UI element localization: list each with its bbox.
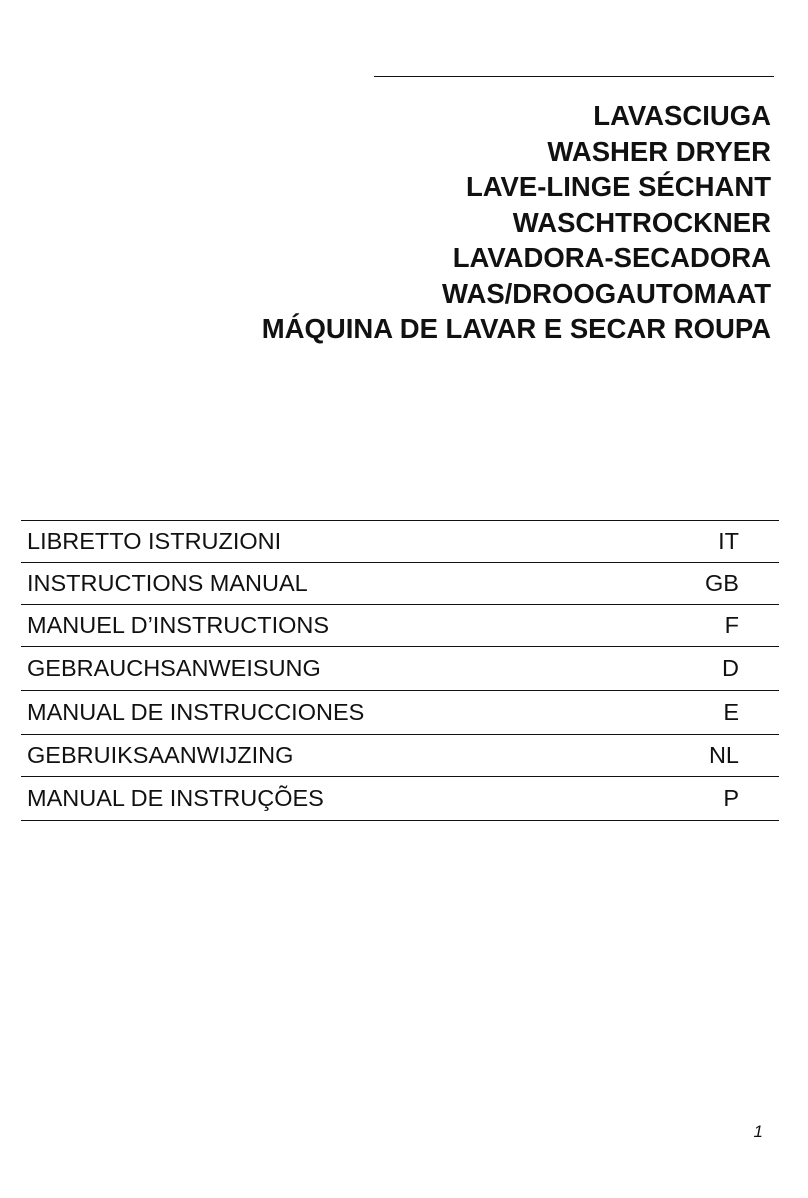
manual-title: LIBRETTO ISTRUZIONI <box>21 521 633 563</box>
top-divider <box>374 76 774 77</box>
table-row <box>21 777 779 821</box>
language-code: NL <box>633 735 779 777</box>
manual-title: GEBRAUCHSANWEISUNG <box>21 647 633 691</box>
product-title-d: WASCHTROCKNER <box>512 206 771 238</box>
language-code: F <box>633 605 779 647</box>
table-row <box>21 521 779 563</box>
manual-title: MANUAL DE INSTRUCCIONES <box>21 691 633 735</box>
product-title-gb: WASHER DRYER <box>547 135 771 167</box>
manual-title: GEBRUIKSAANWIJZING <box>21 735 633 777</box>
product-title-e: LAVADORA-SECADORA <box>452 242 771 273</box>
language-code: D <box>633 647 779 691</box>
language-code: E <box>633 691 779 735</box>
manual-title: MANUAL DE INSTRUÇÕES <box>21 777 633 821</box>
table-row <box>21 647 779 691</box>
table-row <box>21 563 779 605</box>
language-code: P <box>633 777 779 821</box>
table-row <box>21 735 779 777</box>
manual-title: INSTRUCTIONS MANUAL <box>21 563 633 605</box>
manual-title: MANUEL D’INSTRUCTIONS <box>21 605 633 647</box>
product-title-p: MÁQUINA DE LAVAR E SECAR ROUPA <box>261 313 771 344</box>
language-code: IT <box>633 521 779 563</box>
manual-language-table <box>21 520 779 821</box>
table-row <box>21 691 779 735</box>
table-row <box>21 605 779 647</box>
product-title-nl: WAS/DROOGAUTOMAAT <box>442 277 771 309</box>
page-number: 1 <box>753 1122 763 1141</box>
product-title-it: LAVASCIUGA <box>593 100 771 131</box>
product-title-list <box>131 98 771 347</box>
language-code: GB <box>633 563 779 605</box>
product-title-f: LAVE-LINGE SÉCHANT <box>465 171 771 202</box>
